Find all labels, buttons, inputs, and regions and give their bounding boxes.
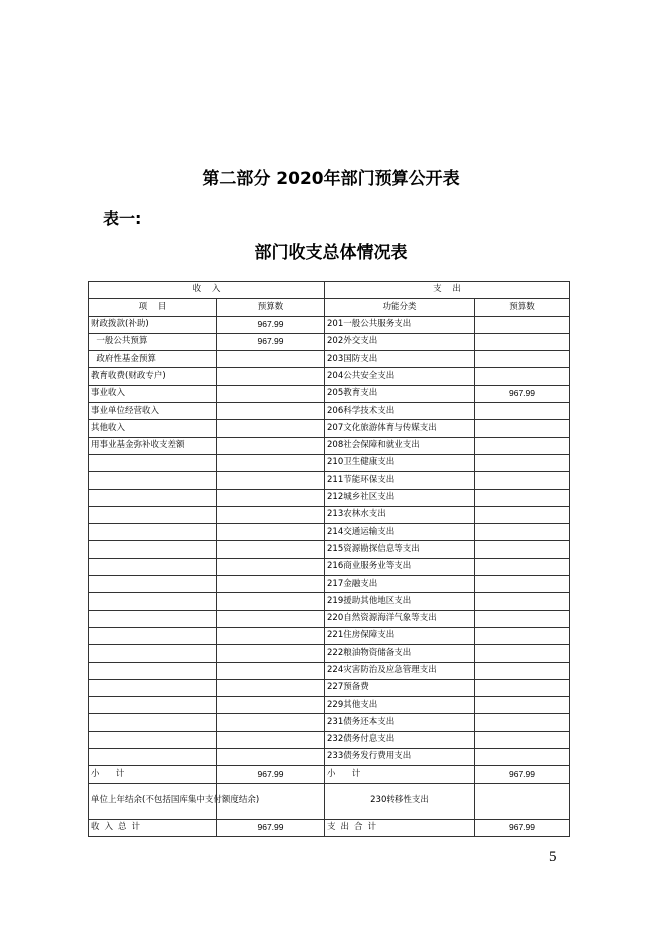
table-row (89, 662, 570, 679)
table-row (89, 454, 570, 471)
total-label-2: 支出合计 (325, 819, 475, 836)
row-amount-2 (475, 472, 570, 489)
row-amount (217, 749, 325, 766)
col-item-header: 项 目 (89, 299, 217, 316)
row-item (89, 489, 217, 506)
row-item (89, 593, 217, 610)
row-amount (217, 472, 325, 489)
row-category: 229其他支出 (325, 697, 475, 714)
subtotal-label-2: 小 计 (325, 766, 475, 783)
row-amount (217, 697, 325, 714)
table-row (89, 489, 570, 506)
row-category: 213农林水支出 (325, 506, 475, 523)
table-row (89, 368, 570, 385)
table-row (89, 524, 570, 541)
table-row (89, 333, 570, 350)
row-category: 227预备费 (325, 679, 475, 696)
row-amount-2 (475, 333, 570, 350)
row-item (89, 472, 217, 489)
row-amount (217, 645, 325, 662)
total-amount-2: 967.99 (475, 819, 570, 836)
row-item (89, 697, 217, 714)
section-header-row (89, 282, 570, 299)
row-category: 208社会保障和就业支出 (325, 437, 475, 454)
table-label: 表一: (103, 209, 142, 228)
row-category: 202外交支出 (325, 333, 475, 350)
col-budget2-header: 预算数 (475, 299, 570, 316)
budget-table (88, 281, 570, 837)
row-category: 215资源勘探信息等支出 (325, 541, 475, 558)
row-amount (217, 351, 325, 368)
row-amount-2 (475, 541, 570, 558)
row-category: 221住房保障支出 (325, 627, 475, 644)
table-row (89, 403, 570, 420)
row-amount-2 (475, 489, 570, 506)
row-category: 220自然资源海洋气象等支出 (325, 610, 475, 627)
table-row (89, 714, 570, 731)
row-amount-2 (475, 420, 570, 437)
row-amount (217, 506, 325, 523)
row-amount-2 (475, 351, 570, 368)
table-row (89, 645, 570, 662)
row-item (89, 749, 217, 766)
row-amount-2 (475, 593, 570, 610)
row-category: 219援助其他地区支出 (325, 593, 475, 610)
row-category: 217金融支出 (325, 576, 475, 593)
row-item (89, 714, 217, 731)
row-item (89, 679, 217, 696)
row-category: 206科学技术支出 (325, 403, 475, 420)
column-header-row (89, 299, 570, 316)
subtotal-row (89, 766, 570, 783)
row-amount-2 (475, 576, 570, 593)
table-row (89, 558, 570, 575)
row-category: 224灾害防治及应急管理支出 (325, 662, 475, 679)
row-amount-2 (475, 610, 570, 627)
row-category: 216商业服务业等支出 (325, 558, 475, 575)
row-category: 231债务还本支出 (325, 714, 475, 731)
row-amount-2 (475, 403, 570, 420)
row-item: 事业收入 (89, 385, 217, 402)
carryover-item: 单位上年结余(不包括国库集中支付额度结余) (89, 783, 217, 819)
row-item (89, 731, 217, 748)
row-amount: 967.99 (217, 333, 325, 350)
table-row (89, 576, 570, 593)
table-row (89, 679, 570, 696)
row-amount (217, 437, 325, 454)
carryover-category: 230转移性支出 (325, 783, 475, 819)
row-item (89, 524, 217, 541)
row-amount (217, 576, 325, 593)
table-row (89, 506, 570, 523)
row-amount (217, 714, 325, 731)
row-category: 212城乡社区支出 (325, 489, 475, 506)
expense-header: 支 出 (325, 282, 570, 299)
row-amount (217, 610, 325, 627)
subtotal-amount: 967.99 (217, 766, 325, 783)
table-row (89, 749, 570, 766)
col-budget-header: 预算数 (217, 299, 325, 316)
row-amount-2 (475, 697, 570, 714)
total-label: 收入总计 (89, 819, 217, 836)
row-item (89, 506, 217, 523)
row-item (89, 610, 217, 627)
row-amount (217, 558, 325, 575)
row-amount-2 (475, 437, 570, 454)
table-row (89, 472, 570, 489)
row-category: 222粮油物资储备支出 (325, 645, 475, 662)
row-category: 233债务发行费用支出 (325, 749, 475, 766)
row-amount-2 (475, 731, 570, 748)
table-row (89, 420, 570, 437)
row-amount (217, 420, 325, 437)
table-row (89, 437, 570, 454)
row-item (89, 627, 217, 644)
row-amount (217, 368, 325, 385)
row-amount-2: 967.99 (475, 385, 570, 402)
row-item: 财政拨款(补助) (89, 316, 217, 333)
row-item (89, 541, 217, 558)
row-item: 用事业基金弥补收支差额 (89, 437, 217, 454)
carryover-amount-2 (475, 783, 570, 819)
row-amount (217, 454, 325, 471)
row-category: 205教育支出 (325, 385, 475, 402)
row-item: 其他收入 (89, 420, 217, 437)
row-amount (217, 403, 325, 420)
row-amount-2 (475, 749, 570, 766)
table-row (89, 541, 570, 558)
row-amount (217, 385, 325, 402)
row-amount-2 (475, 714, 570, 731)
row-item (89, 576, 217, 593)
table-row (89, 385, 570, 402)
row-category: 204公共安全支出 (325, 368, 475, 385)
row-amount (217, 524, 325, 541)
total-row (89, 819, 570, 836)
row-category: 211节能环保支出 (325, 472, 475, 489)
row-category: 214交通运输支出 (325, 524, 475, 541)
row-amount-2 (475, 645, 570, 662)
row-amount-2 (475, 524, 570, 541)
income-header: 收 入 (89, 282, 325, 299)
row-amount (217, 731, 325, 748)
table-row (89, 627, 570, 644)
table-row (89, 731, 570, 748)
total-amount: 967.99 (217, 819, 325, 836)
row-category: 201一般公共服务支出 (325, 316, 475, 333)
row-amount: 967.99 (217, 316, 325, 333)
row-amount-2 (475, 679, 570, 696)
row-amount-2 (475, 558, 570, 575)
row-item: 政府性基金预算 (89, 351, 217, 368)
row-amount (217, 489, 325, 506)
table-row (89, 351, 570, 368)
row-item (89, 454, 217, 471)
page-number: 5 (549, 849, 557, 865)
row-amount-2 (475, 506, 570, 523)
row-amount-2 (475, 368, 570, 385)
row-category: 203国防支出 (325, 351, 475, 368)
carryover-row (89, 783, 570, 819)
row-amount-2 (475, 454, 570, 471)
row-item: 教育收费(财政专户) (89, 368, 217, 385)
subtotal-amount-2: 967.99 (475, 766, 570, 783)
row-amount (217, 541, 325, 558)
row-amount-2 (475, 316, 570, 333)
table-row (89, 316, 570, 333)
row-category: 232债务付息支出 (325, 731, 475, 748)
subtotal-label: 小 计 (89, 766, 217, 783)
row-amount (217, 593, 325, 610)
row-item: 一般公共预算 (89, 333, 217, 350)
row-amount (217, 627, 325, 644)
row-amount-2 (475, 627, 570, 644)
row-category: 210卫生健康支出 (325, 454, 475, 471)
row-amount-2 (475, 662, 570, 679)
row-category: 207文化旅游体育与传媒支出 (325, 420, 475, 437)
table-row (89, 593, 570, 610)
page-title: 第二部分 2020年部门预算公开表 (202, 169, 460, 189)
row-item: 事业单位经营收入 (89, 403, 217, 420)
col-category-header: 功能分类 (325, 299, 475, 316)
row-item (89, 645, 217, 662)
row-amount (217, 662, 325, 679)
row-amount (217, 679, 325, 696)
row-item (89, 558, 217, 575)
table-row (89, 610, 570, 627)
row-item (89, 662, 217, 679)
table-row (89, 697, 570, 714)
table-title: 部门收支总体情况表 (254, 243, 408, 263)
